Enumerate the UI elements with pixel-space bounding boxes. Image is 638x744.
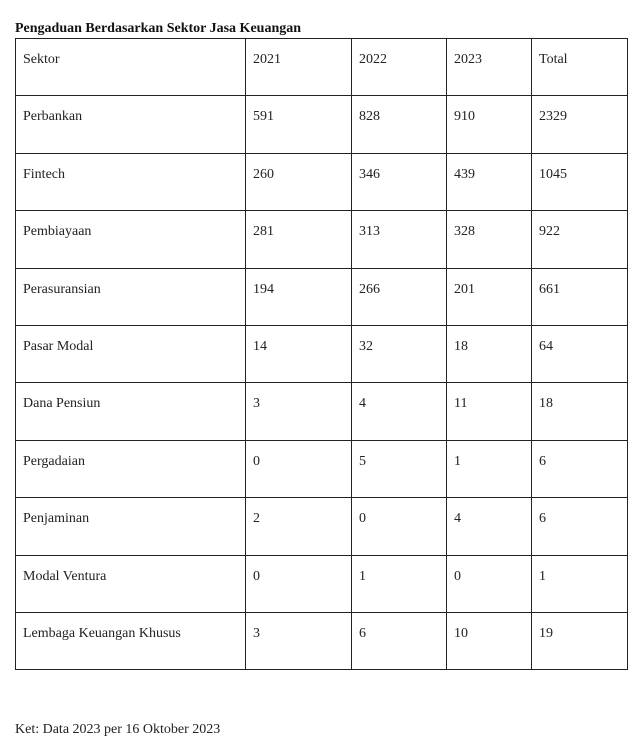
cell-text: 3 [253, 625, 260, 641]
cell-text: Dana Pensiun [23, 396, 101, 412]
sector-cell [16, 268, 246, 325]
value-cell [352, 498, 447, 555]
cell-text: 10 [454, 625, 468, 641]
cell-text: 2 [253, 511, 260, 527]
value-cell [246, 440, 352, 497]
value-cell [447, 555, 532, 612]
cell-text: 14 [253, 338, 267, 354]
value-cell [352, 96, 447, 153]
table-row [16, 383, 628, 440]
table-row [16, 96, 628, 153]
value-cell [352, 440, 447, 497]
cell-text: 260 [253, 166, 274, 182]
table-row [16, 555, 628, 612]
sector-cell [16, 153, 246, 210]
cell-text: Pergadaian [23, 453, 85, 469]
value-cell [447, 498, 532, 555]
cell-text: 6 [539, 453, 546, 469]
cell-text: 3 [253, 396, 260, 412]
cell-text: 0 [253, 568, 260, 584]
sector-cell [16, 211, 246, 268]
total-cell [532, 555, 628, 612]
cell-text: 1 [454, 453, 461, 469]
value-cell [246, 268, 352, 325]
cell-text: 19 [539, 625, 553, 641]
cell-text: 313 [359, 224, 380, 240]
cell-text: Pembiayaan [23, 224, 92, 240]
header-cell-2022 [352, 39, 447, 96]
cell-text: 32 [359, 338, 373, 354]
header-cell-total [532, 39, 628, 96]
cell-text: 194 [253, 281, 274, 297]
header-label: 2023 [454, 52, 482, 67]
table-row [16, 325, 628, 382]
sector-cell [16, 498, 246, 555]
value-cell [447, 440, 532, 497]
value-cell [352, 383, 447, 440]
header-cell-2023 [447, 39, 532, 96]
total-cell [532, 498, 628, 555]
total-cell [532, 383, 628, 440]
cell-text: Pasar Modal [23, 338, 94, 354]
cell-text: 922 [539, 224, 560, 240]
value-cell [447, 268, 532, 325]
sector-cell [16, 325, 246, 382]
cell-text: 281 [253, 224, 274, 240]
total-cell [532, 268, 628, 325]
cell-text: 11 [454, 396, 468, 412]
complaints-table [15, 38, 628, 670]
cell-text: Perasuransian [23, 281, 101, 297]
value-cell [352, 325, 447, 382]
value-cell [352, 612, 447, 669]
value-cell [246, 153, 352, 210]
cell-text: 346 [359, 166, 380, 182]
header-cell-2021 [246, 39, 352, 96]
header-label: 2021 [253, 52, 281, 67]
value-cell [246, 325, 352, 382]
header-label: Sektor [23, 52, 60, 67]
cell-text: Fintech [23, 166, 65, 182]
cell-text: 201 [454, 281, 475, 297]
cell-text: 328 [454, 224, 475, 240]
header-label: 2022 [359, 52, 387, 67]
cell-text: 5 [359, 453, 366, 469]
total-cell [532, 325, 628, 382]
value-cell [246, 96, 352, 153]
cell-text: 4 [454, 511, 461, 527]
cell-text: 6 [539, 511, 546, 527]
cell-text: Modal Ventura [23, 568, 107, 584]
value-cell [352, 211, 447, 268]
value-cell [246, 612, 352, 669]
table-title: Pengaduan Berdasarkan Sektor Jasa Keuangan [15, 21, 302, 36]
value-cell [246, 383, 352, 440]
cell-text: 64 [539, 338, 553, 354]
cell-text: 266 [359, 281, 380, 297]
cell-text: 4 [359, 396, 366, 412]
cell-text: 661 [539, 281, 560, 297]
value-cell [447, 325, 532, 382]
cell-text: 1 [359, 568, 366, 584]
cell-text: Penjaminan [23, 511, 90, 527]
cell-text: 828 [359, 109, 380, 125]
sector-cell [16, 612, 246, 669]
value-cell [447, 383, 532, 440]
cell-text: 0 [454, 568, 461, 584]
cell-text: 18 [539, 396, 553, 412]
table-header-row [16, 39, 628, 96]
table-row [16, 268, 628, 325]
cell-text: 6 [359, 625, 366, 641]
sector-cell [16, 96, 246, 153]
table-row [16, 612, 628, 669]
header-label: Total [539, 52, 568, 67]
table-row [16, 498, 628, 555]
total-cell [532, 211, 628, 268]
total-cell [532, 153, 628, 210]
sector-cell [16, 383, 246, 440]
value-cell [352, 555, 447, 612]
total-cell [532, 96, 628, 153]
table-row [16, 153, 628, 210]
table-row [16, 440, 628, 497]
value-cell [352, 153, 447, 210]
footnote: Ket: Data 2023 per 16 Oktober 2023 [15, 722, 221, 737]
cell-text: 0 [359, 511, 366, 527]
cell-text: 1045 [539, 166, 567, 182]
cell-text: 1 [539, 568, 546, 584]
cell-text: Perbankan [23, 109, 83, 125]
sector-cell [16, 440, 246, 497]
table-row [16, 211, 628, 268]
header-cell-sector [16, 39, 246, 96]
value-cell [447, 211, 532, 268]
value-cell [246, 211, 352, 268]
cell-text: 591 [253, 109, 274, 125]
cell-text: 18 [454, 338, 468, 354]
cell-text: 0 [253, 453, 260, 469]
value-cell [246, 555, 352, 612]
cell-text: 2329 [539, 109, 567, 125]
value-cell [352, 268, 447, 325]
cell-text: 910 [454, 109, 475, 125]
total-cell [532, 612, 628, 669]
sector-cell [16, 555, 246, 612]
value-cell [447, 153, 532, 210]
cell-text: 439 [454, 166, 475, 182]
cell-text: Lembaga Keuangan Khusus [23, 625, 181, 641]
total-cell [532, 440, 628, 497]
value-cell [447, 96, 532, 153]
value-cell [447, 612, 532, 669]
value-cell [246, 498, 352, 555]
